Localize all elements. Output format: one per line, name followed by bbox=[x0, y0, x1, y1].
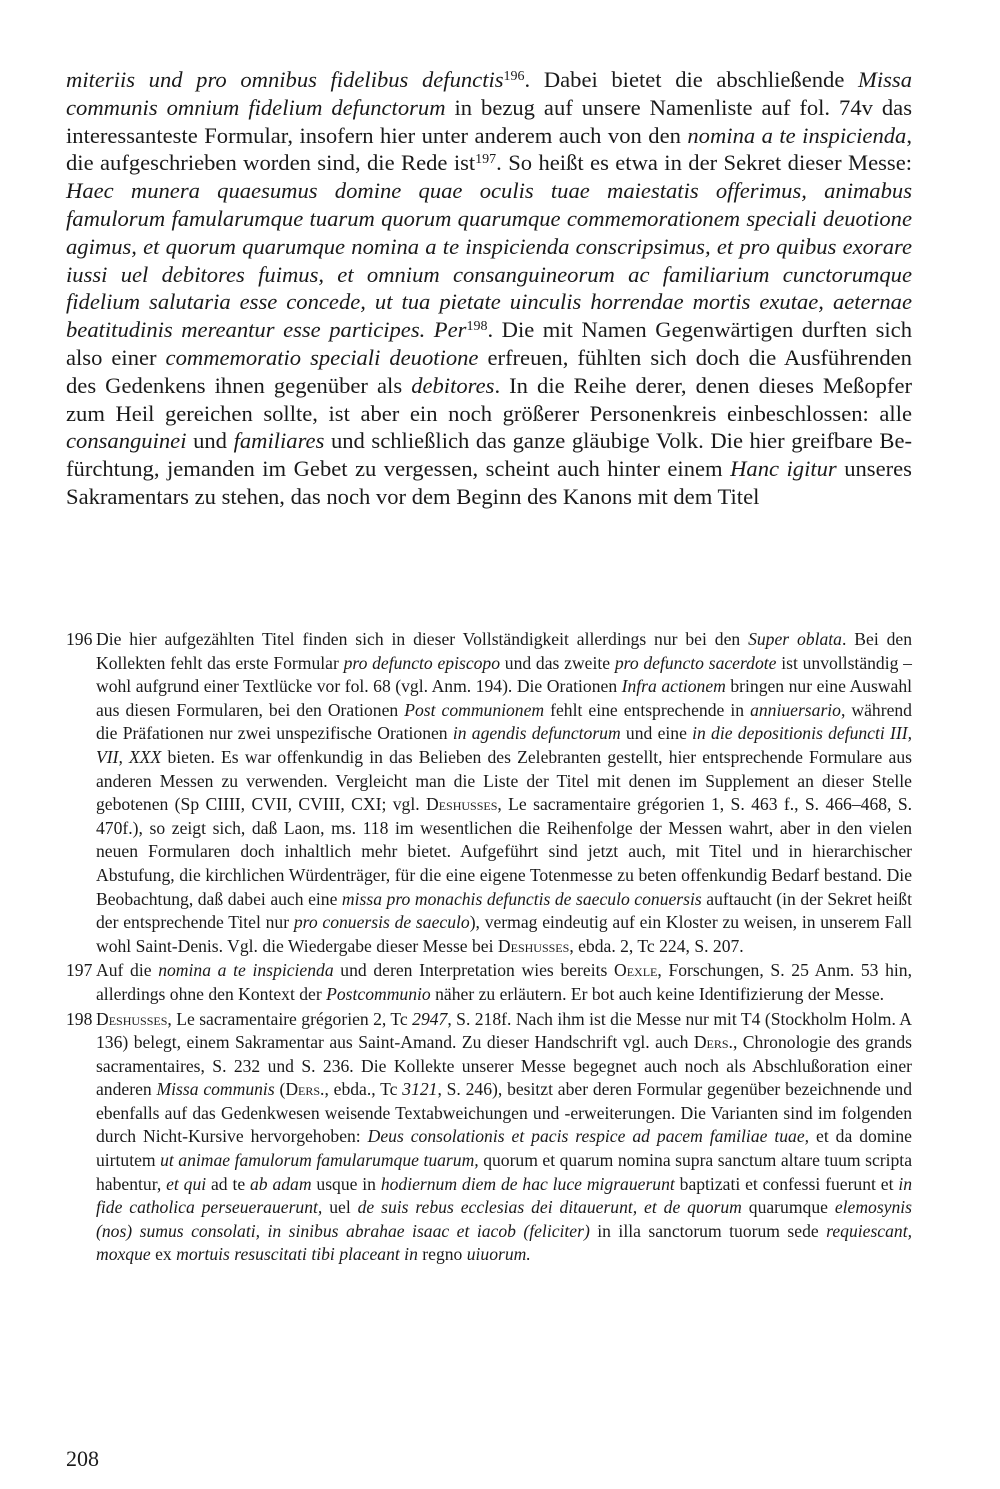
footnote-196 bbox=[66, 628, 912, 958]
page-number: 208 bbox=[66, 1446, 99, 1471]
book-page bbox=[66, 66, 913, 1471]
footnote-text: Die hier aufgezählten Titel finden sich in dieser Vollständigkeit allerdings nur bei den Super oblata. Bei den Kollekten fehlt das erste Formular pro defuncto episcopo und das zweite pro defuncto sacerdote ist unvollständig – wohl aufgrund einer Textlücke vor fol. 68 (vgl. Anm. 194). Die Orationen Infra actionem bringen nur eine Auswahl aus diesen Formularen, bei den Orationen Post communionem fehlt eine entsprechende in anniuersario, während die Präfationen nur zwei unspezifische Orationen in agendis defunctorum und eine in die depositionis defuncti III, VII, XXX bieten. Es war offenkundig in das Belieben des Zelebranten gestellt, hier entsprechende Formulare aus anderen Messen zu verwenden. Vergleicht man die Liste der Titel mit denen im Supplement an dieser Stelle gebotenen (Sp CIIII, CVII, CVIII, CXI; vgl. Deshusses, Le sacramentaire grégorien 1, S. 463 f., S. 466–468, S. 470f.), so zeigt sich, daß Laon, ms. 118 im wesentlichen die Reihenfolge der Messen wahrt, aber in den vielen neuen Formularen doch inhaltlich mehr bietet. Aufgeführt sind jetzt auch, mit Titel und in hierarchischer Abstufung, die kirchlichen Würdenträger, für die eine eigene Totenmesse zu beten offenkundig Bedarf bestand. Die Beobachtung, daß dabei auch eine missa pro monachis defunctis de saeculo conuersis auftaucht (in der Sekret heißt der entsprechende Titel nur pro conuersis de saeculo), vermag eindeutig auf ein Kloster zu weisen, in unserem Fall wohl Saint-Denis. Vgl. die Wiedergabe dieser Messe bei Deshusses, ebda. 2, Tc 224, S. 207. bbox=[96, 629, 912, 956]
footnotes-section bbox=[66, 628, 912, 1268]
footnote-text: Auf die nomina a te inspicienda und deren Interpretation wies bereits Oexle, Forschungen, S. 25 Anm. 53 hin, allerdings ohne den Kontext der Postcommunio näher zu erläutern. Er bot auch keine Identifizierung der Messe. bbox=[96, 960, 912, 1004]
main-paragraph: miteriis und pro omnibus fidelibus defunctis$^{196}$. Dabei bietet die abschließende Missa communis omnium fidelium defunctorum in bezug auf unsere Namenliste auf fol. 74v das interessanteste Formular, insofern hier unter anderem auch von den nomina a te inspicienda, die aufgeschrieben worden sind, die Rede ist$^{197}$. So heißt es etwa in der Sekret dieser Messe: Haec munera quaesumus domine quae oculis tuae maiestatis offerimus, animabus famulorum famularumque tuarum quorum quarumque commemorationem speciali deuotione agimus, et quorum quarumque nomina a te inspicienda conscripsimus, et pro quibus exorare iussi uel debitores fuimus, et omnium consanguineorum ac familiarium cunctorumque fidelium salutaria esse concede, ut tua pietate uinculis horrendae mortis exutae, aeternae beatitudinis mereantur esse participes. Per$^{198}$. Die mit Namen Gegenwärtigen durften sich also einer commemoratio speciali deuotione erfreuen, fühlten sich doch die Ausführenden des Gedenkens ihnen gegenüber als debitores. In die Reihe derer, denen dieses Meßopfer zum Heil gereichen sollte, ist aber ein noch größerer Personenkreis einbeschlossen: alle consanguinei und familiares und schließlich das ganze gläubige Volk. Die hier greifbare Befürchtung, jemanden im Gebet zu vergessen, scheint auch hinter einem Hanc igitur unseres Sakramentars zu stehen, das noch vor dem Beginn des Kanons mit dem Titel bbox=[66, 67, 913, 509]
footnote-198 bbox=[66, 1008, 912, 1268]
footnote-number: 197 bbox=[66, 960, 93, 981]
footnote-number: 196 bbox=[66, 629, 93, 649]
footnote-197 bbox=[66, 959, 912, 1006]
footnote-number: 198 bbox=[66, 1008, 93, 1029]
footnote-text: Deshusses, Le sacramentaire grégorien 2, Tc 2947, S. 218f. Nach ihm ist die Messe nur mit T4 (Stockholm Holm. A 136) belegt, einem Sakramentar aus Saint-Amand. Zu dieser Handschrift vgl. auch Ders., Chronologie des grands sacramentaires, S. 232 und S. 236. Die Kollekte unserer Messe begegnet auch noch als Abschlußoration einer anderen Missa communis (Ders., ebda., Tc 3121, S. 246), besitzt aber deren Formular gegenüber bezeichnende und ebenfalls auf das Gedenkwesen weisende Textabweichungen und -erweiterungen. Die Varianten sind im folgenden durch Nicht-Kursive hervorgehoben: Deus consolationis et pacis respice ad pacem familiae tuae, et da domine uirtutem ut animae famulorum famularumque tuarum, quorum et quarum nomina supra sanctum altare tuum scripta habentur, et qui ad te ab adam usque in hodiernum diem de hac luce migrauerunt baptizati et confessi fuerunt et in fide catholica perseuerauerunt, uel de suis rebus ecclesias dei ditauerunt, et de quorum quarumque elemosynis (nos) sumus consolati, in sinibus abrahae isaac et iacob (feliciter) in illa sanctorum tuorum sede requiescant, moxque ex mortuis resuscitati tibi placeant in regno uiuorum. bbox=[96, 1008, 913, 1265]
